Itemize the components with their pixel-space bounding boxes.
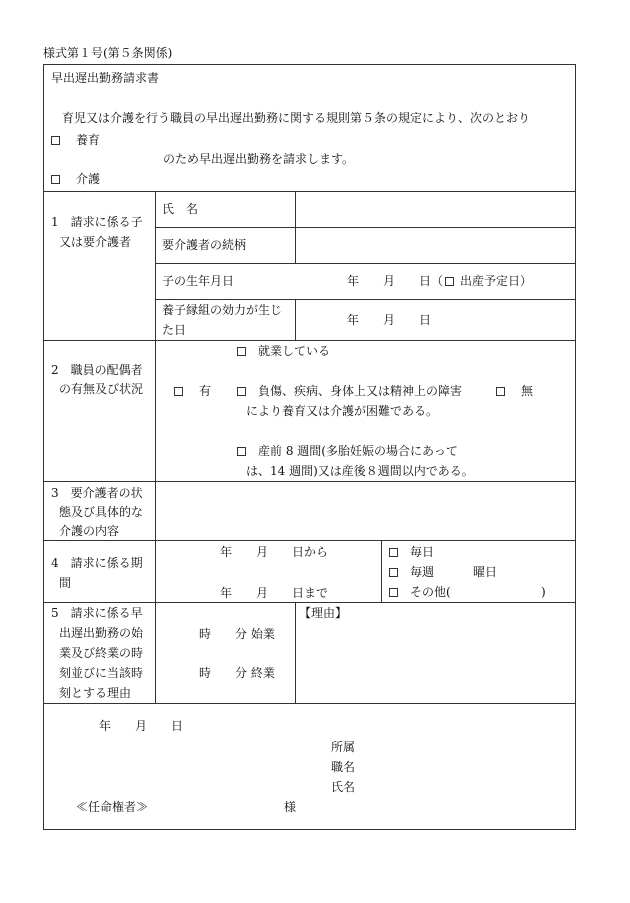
- checkbox-icon[interactable]: [389, 548, 398, 557]
- s3-label-3: 介護の内容: [59, 524, 120, 538]
- due-date-label: 出産予定日）: [460, 274, 533, 288]
- checkbox-icon[interactable]: [51, 175, 60, 184]
- checkbox-icon[interactable]: [51, 136, 60, 145]
- adopt-label: 養子縁組の効力が生じ: [162, 303, 283, 317]
- option-label: 負傷、疾病、身体上又は精神上の障害: [258, 384, 463, 398]
- affiliation-label: 所属: [331, 740, 356, 754]
- option-label: 産前 8 週間(多胎妊娠の場合にあって: [258, 444, 458, 458]
- position-label: 職名: [331, 760, 356, 774]
- option-label: 就業している: [258, 344, 331, 358]
- checkbox-icon[interactable]: [389, 588, 398, 597]
- option-label: 無: [521, 384, 534, 398]
- option-label: 介護: [76, 172, 101, 186]
- s2-label-2: の有無及び状況: [59, 382, 144, 396]
- divider: [295, 602, 296, 703]
- checkbox-icon[interactable]: [496, 387, 505, 396]
- option-yes[interactable]: [174, 385, 211, 397]
- option-other[interactable]: [389, 586, 451, 598]
- divider: [295, 299, 296, 340]
- care-content-field[interactable]: [156, 482, 575, 540]
- option-label: 毎週: [410, 565, 435, 579]
- adopt-label-2: た日: [162, 323, 187, 337]
- name-label: 氏 名: [162, 202, 199, 216]
- option-label: その他(: [410, 585, 451, 599]
- option-label: 毎日: [410, 545, 435, 559]
- checkbox-icon[interactable]: [237, 347, 246, 356]
- checkbox-icon[interactable]: [237, 447, 246, 456]
- option-care[interactable]: [51, 173, 100, 185]
- adopt-date[interactable]: 年 月 日: [347, 313, 432, 327]
- s4-label-2: 間: [59, 576, 72, 590]
- weekday-label: 曜日: [473, 565, 498, 579]
- s4-label: 4 請求に係る期: [51, 556, 143, 570]
- period-from[interactable]: 年 月 日から: [220, 545, 329, 559]
- s3-label-2: 態及び具体的な: [59, 505, 144, 519]
- s2-label: 2 職員の配偶者: [51, 363, 143, 377]
- intro-text-2: のため早出遅出勤務を請求します。: [163, 152, 355, 166]
- injury-text: により養育又は介護が困難である。: [246, 404, 439, 418]
- birth-label: 子の生年月日: [162, 274, 235, 288]
- form-title: 早出遅出勤務請求書: [51, 71, 160, 85]
- divider: [155, 263, 576, 264]
- end-time[interactable]: 時 分 終業: [199, 666, 275, 680]
- intro-text: 育児又は介護を行う職員の早出遅出勤務に関する規則第５条の規定により、次のとおり: [62, 111, 531, 125]
- relation-field[interactable]: [296, 228, 575, 263]
- option-daily[interactable]: [389, 546, 434, 558]
- birth-date[interactable]: [347, 275, 532, 287]
- divider: [381, 540, 382, 602]
- s5-label-4: 刻並びに当該時: [59, 666, 144, 680]
- s1-label-2: 又は要介護者: [59, 235, 132, 249]
- option-birth[interactable]: [237, 445, 458, 457]
- option-childcare[interactable]: [51, 134, 100, 146]
- honorific-label: 様: [284, 800, 297, 814]
- name-label-footer: 氏名: [331, 780, 356, 794]
- s5-label-3: 業及び終業の時: [59, 646, 144, 660]
- option-weekly[interactable]: [389, 566, 434, 578]
- divider: [155, 191, 156, 703]
- divider: [43, 703, 576, 704]
- submit-date[interactable]: 年 月 日: [99, 719, 184, 733]
- due-date-checkbox[interactable]: [445, 277, 454, 286]
- birth-date-text: 年 月 日（: [347, 274, 444, 288]
- birth-text: は、14 週間)又は産後８週間以内である。: [246, 464, 474, 478]
- authority-label: ≪任命権者≫: [76, 800, 149, 814]
- s1-label: 1 請求に係る子: [51, 215, 143, 229]
- option-injury[interactable]: [237, 385, 462, 397]
- divider: [43, 540, 576, 541]
- s3-label: 3 要介護者の状: [51, 486, 143, 500]
- option-label: 養育: [76, 133, 101, 147]
- divider: [155, 299, 576, 300]
- reason-label: 【理由】: [299, 606, 348, 620]
- relation-label: 要介護者の続柄: [162, 238, 247, 252]
- checkbox-icon[interactable]: [237, 387, 246, 396]
- option-label: 有: [199, 384, 212, 398]
- other-close: ): [541, 585, 546, 599]
- period-to[interactable]: 年 月 日まで: [220, 586, 329, 600]
- name-field[interactable]: [296, 192, 575, 227]
- option-working[interactable]: [237, 345, 330, 357]
- option-no[interactable]: [496, 385, 533, 397]
- s5-label: 5 請求に係る早: [51, 606, 143, 620]
- s5-label-5: 刻とする理由: [59, 686, 132, 700]
- s5-label-2: 出遅出勤務の始: [59, 626, 144, 640]
- start-time[interactable]: 時 分 始業: [199, 627, 275, 641]
- divider: [43, 340, 576, 341]
- checkbox-icon[interactable]: [174, 387, 183, 396]
- checkbox-icon[interactable]: [389, 568, 398, 577]
- form-number: 様式第１号(第５条関係): [43, 46, 173, 60]
- divider: [43, 602, 576, 603]
